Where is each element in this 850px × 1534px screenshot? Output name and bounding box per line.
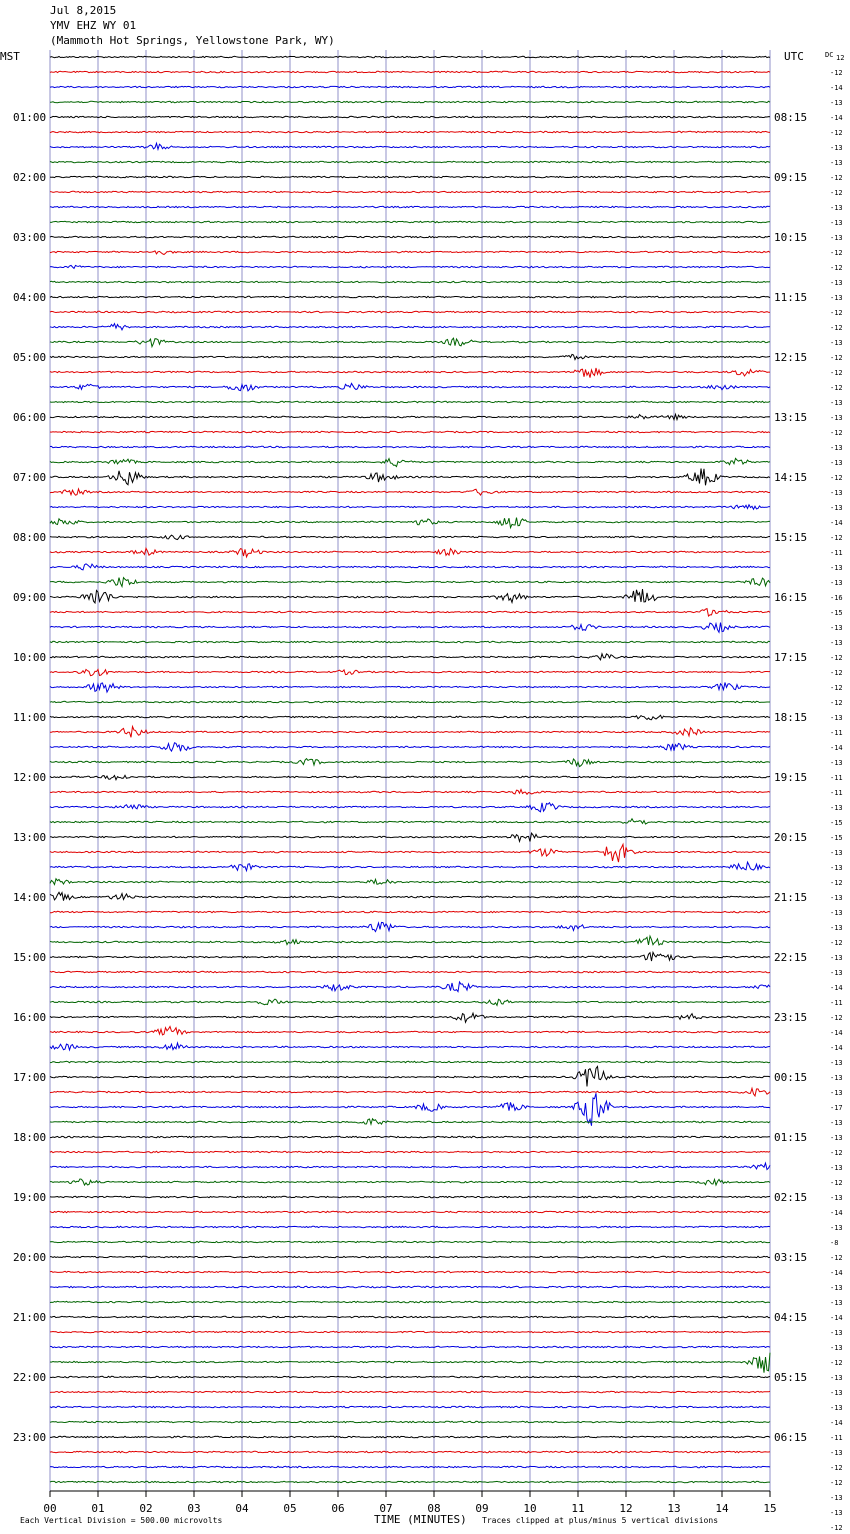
- trace-82: [50, 1286, 770, 1287]
- trace-88: [50, 1376, 770, 1377]
- dc-offset-label: -13: [830, 459, 843, 467]
- dc-offset-label: -12: [830, 699, 843, 707]
- trace-20: [50, 354, 770, 359]
- trace-24: [50, 414, 770, 419]
- dc-offset-label: -12: [830, 249, 843, 257]
- trace-1: [50, 71, 770, 72]
- right-hour-label: 15:15: [774, 531, 808, 544]
- right-hour-label: 17:15: [774, 651, 808, 664]
- right-hour-label: 20:15: [774, 831, 808, 844]
- x-tick-label: 05: [283, 1502, 297, 1515]
- dc-offset-label: -12: [830, 1464, 843, 1472]
- dc-offset-label: -13: [830, 234, 843, 242]
- dc-offset-label: -12: [830, 384, 843, 392]
- dc-offset-label: -12: [830, 324, 843, 332]
- dc-offset-label: -12: [830, 189, 843, 197]
- left-hour-label: 02:00: [13, 171, 47, 184]
- x-tick-label: 07: [379, 1502, 393, 1515]
- dc-offset-label: -12: [830, 1014, 843, 1022]
- left-hour-label: 13:00: [13, 831, 47, 844]
- dc-offset-label: -12: [830, 1524, 843, 1532]
- dc-label: DC: [825, 51, 834, 59]
- trace-62: [50, 982, 770, 992]
- x-tick-label: 13: [667, 1502, 681, 1515]
- trace-68: [50, 1066, 770, 1086]
- trace-84: [50, 1316, 770, 1317]
- trace-44: [50, 715, 770, 720]
- dc-offset-label: -12: [830, 369, 843, 377]
- trace-26: [50, 446, 770, 447]
- dc-offset-label: -13: [830, 1449, 843, 1457]
- trace-14: [50, 265, 770, 268]
- dc-offset-label: -13: [830, 159, 843, 167]
- trace-8: [50, 176, 770, 177]
- trace-15: [50, 281, 770, 282]
- right-hour-label: 04:15: [774, 1311, 808, 1324]
- dc-offset-label: -12: [830, 1254, 843, 1262]
- left-hour-label: 11:00: [13, 711, 47, 724]
- trace-75: [50, 1179, 770, 1185]
- trace-51: [50, 819, 770, 824]
- trace-94: [50, 1466, 770, 1467]
- dc-offset-label: -14: [830, 1209, 843, 1217]
- clip-note: Traces clipped at plus/minus 5 vertical divisions: [482, 1516, 719, 1525]
- dc-offset-label: -13: [830, 1509, 843, 1517]
- dc-offset-label: -11: [830, 999, 843, 1007]
- dc-offset-label: -13: [830, 1344, 843, 1352]
- dc-offset-label: -13: [830, 1494, 843, 1502]
- trace-4: [50, 116, 770, 117]
- dc-offset-label: -12: [830, 309, 843, 317]
- dc-offset-label: -14: [830, 1314, 843, 1322]
- trace-50: [50, 803, 770, 812]
- dc-offset-label: -11: [830, 549, 843, 557]
- left-hour-label: 23:00: [13, 1431, 47, 1444]
- trace-70: [50, 1093, 770, 1125]
- right-hour-label: 05:15: [774, 1371, 808, 1384]
- trace-64: [50, 1013, 770, 1022]
- trace-86: [50, 1346, 770, 1347]
- dc-offset-label: -13: [830, 1374, 843, 1382]
- trace-80: [50, 1256, 770, 1257]
- x-tick-label: 02: [139, 1502, 153, 1515]
- dc-offset-label: -13: [830, 924, 843, 932]
- trace-45: [50, 727, 770, 738]
- trace-55: [50, 879, 770, 885]
- dc-offset-label: -13: [830, 1404, 843, 1412]
- header-date: Jul 8,2015: [50, 4, 117, 17]
- x-tick-label: 04: [235, 1502, 249, 1515]
- trace-33: [50, 548, 770, 557]
- trace-2: [50, 86, 770, 87]
- trace-12: [50, 236, 770, 237]
- trace-35: [50, 578, 770, 587]
- right-hour-label: 11:15: [774, 291, 808, 304]
- trace-56: [50, 892, 770, 900]
- dc-offset-label: -13: [830, 624, 843, 632]
- left-hour-label: 19:00: [13, 1191, 47, 1204]
- dc-offset-label: -13: [830, 399, 843, 407]
- dc-offset-label: -13: [830, 909, 843, 917]
- right-hour-label: 00:15: [774, 1071, 808, 1084]
- trace-38: [50, 623, 770, 633]
- trace-93: [50, 1451, 770, 1452]
- trace-16: [50, 296, 770, 297]
- dc-offset-label: -13: [830, 414, 843, 422]
- dc-offset-label: -13: [830, 1284, 843, 1292]
- trace-6: [50, 143, 770, 149]
- trace-46: [50, 743, 770, 752]
- trace-83: [50, 1301, 770, 1302]
- scale-note: Each Vertical Division = 500.00 microvolts: [20, 1516, 223, 1525]
- left-hour-label: 20:00: [13, 1251, 47, 1264]
- trace-lines: [50, 56, 770, 1482]
- dc-offset-label: -14: [830, 1029, 843, 1037]
- trace-95: [50, 1481, 770, 1482]
- dc-offset-label: -13: [830, 204, 843, 212]
- trace-90: [50, 1406, 770, 1407]
- left-hour-label: 01:00: [13, 111, 47, 124]
- dc-offset-label: -13: [830, 579, 843, 587]
- trace-9: [50, 191, 770, 192]
- dc-offset-label: -12: [830, 354, 843, 362]
- dc-offset-label: -13: [830, 504, 843, 512]
- trace-7: [50, 161, 770, 162]
- dc-offset-label: -13: [830, 1194, 843, 1202]
- dc-offset-label: -13: [830, 144, 843, 152]
- dc-offset-label: -13: [830, 489, 843, 497]
- header-location: (Mammoth Hot Springs, Yellowstone Park, WY): [50, 34, 335, 47]
- right-hour-label: 01:15: [774, 1131, 808, 1144]
- dc-offset-label: -14: [830, 984, 843, 992]
- dc-offset-label: -13: [830, 564, 843, 572]
- trace-31: [50, 518, 770, 528]
- dc-offset-label: -14: [830, 84, 843, 92]
- left-hour-label: 12:00: [13, 771, 47, 784]
- x-tick-label: 12: [619, 1502, 633, 1515]
- trace-11: [50, 221, 770, 222]
- dc-offset-label: -12: [830, 1479, 843, 1487]
- dc-offset-label: -13: [830, 99, 843, 107]
- trace-52: [50, 833, 770, 841]
- left-hour-label: 05:00: [13, 351, 47, 364]
- trace-63: [50, 999, 770, 1005]
- dc-offset-label: -13: [830, 1164, 843, 1172]
- left-hour-label: 03:00: [13, 231, 47, 244]
- dc-offset-label: -12: [830, 429, 843, 437]
- dc-offset-label: -13: [830, 1299, 843, 1307]
- trace-89: [50, 1391, 770, 1392]
- dc-offset-label: -13: [830, 1089, 843, 1097]
- left-hour-label: 04:00: [13, 291, 47, 304]
- trace-48: [50, 775, 770, 779]
- trace-58: [50, 922, 770, 931]
- left-hour-label: 17:00: [13, 1071, 47, 1084]
- trace-69: [50, 1088, 770, 1096]
- x-tick-label: 11: [571, 1502, 585, 1515]
- x-axis-ticks: [43, 1491, 776, 1515]
- left-hour-label: 22:00: [13, 1371, 47, 1384]
- trace-76: [50, 1196, 770, 1197]
- trace-49: [50, 790, 770, 795]
- trace-40: [50, 654, 770, 660]
- left-hour-label: 15:00: [13, 951, 47, 964]
- trace-41: [50, 669, 770, 675]
- left-hour-label: 08:00: [13, 531, 47, 544]
- dc-offset-label: 12: [836, 54, 845, 62]
- right-hour-label: 08:15: [774, 111, 808, 124]
- x-tick-label: 15: [763, 1502, 777, 1515]
- trace-77: [50, 1211, 770, 1212]
- trace-67: [50, 1061, 770, 1062]
- dc-offset-label: -12: [830, 684, 843, 692]
- dc-offset-label: -13: [830, 714, 843, 722]
- dc-offset-label: -13: [830, 1224, 843, 1232]
- trace-32: [50, 535, 770, 539]
- x-tick-label: 03: [187, 1502, 201, 1515]
- x-tick-label: 08: [427, 1502, 441, 1515]
- dc-offset-label: -13: [830, 954, 843, 962]
- right-hour-label: 22:15: [774, 951, 808, 964]
- right-hour-label: 14:15: [774, 471, 808, 484]
- trace-39: [50, 641, 770, 642]
- trace-10: [50, 206, 770, 207]
- trace-36: [50, 589, 770, 603]
- right-hour-label: 13:15: [774, 411, 808, 424]
- right-hour-label: 02:15: [774, 1191, 808, 1204]
- x-tick-label: 01: [91, 1502, 105, 1515]
- dc-offset-label: -14: [830, 744, 843, 752]
- trace-42: [50, 683, 770, 693]
- dc-offset-label: -13: [830, 1119, 843, 1127]
- dc-offset-label: -15: [830, 819, 843, 827]
- dc-offset-label: -13: [830, 849, 843, 857]
- left-hour-label: 14:00: [13, 891, 47, 904]
- dc-offset-label: -12: [830, 69, 843, 77]
- dc-offset-label: -14: [830, 1269, 843, 1277]
- trace-22: [50, 383, 770, 391]
- trace-59: [50, 936, 770, 945]
- trace-13: [50, 251, 770, 255]
- dc-offset-label: -13: [830, 1134, 843, 1142]
- dc-offset-label: -12: [830, 669, 843, 677]
- trace-18: [50, 324, 770, 330]
- trace-54: [50, 862, 770, 871]
- trace-91: [50, 1421, 770, 1422]
- dc-offset-label: -17: [830, 1104, 843, 1112]
- trace-17: [50, 311, 770, 312]
- dc-offset-label: -13: [830, 804, 843, 812]
- trace-30: [50, 505, 770, 510]
- x-tick-label: 00: [43, 1502, 57, 1515]
- dc-offset-label: -14: [830, 519, 843, 527]
- left-hour-label: 06:00: [13, 411, 47, 424]
- dc-offset-label: -13: [830, 1059, 843, 1067]
- left-hour-label: 10:00: [13, 651, 47, 664]
- dc-offset-label: -13: [830, 1389, 843, 1397]
- dc-offset-label: -13: [830, 864, 843, 872]
- trace-71: [50, 1119, 770, 1124]
- right-hour-label: 09:15: [774, 171, 808, 184]
- x-tick-label: 06: [331, 1502, 345, 1515]
- dc-offset-label: -12: [830, 879, 843, 887]
- trace-61: [50, 971, 770, 972]
- dc-offset-label: -12: [830, 1359, 843, 1367]
- trace-57: [50, 911, 770, 912]
- trace-28: [50, 469, 770, 486]
- dc-offset-label: -13: [830, 1329, 843, 1337]
- left-hour-label: 21:00: [13, 1311, 47, 1324]
- dc-offset-label: -12: [830, 264, 843, 272]
- x-tick-label: 10: [523, 1502, 537, 1515]
- left-hour-labels: [13, 111, 46, 1444]
- trace-34: [50, 564, 770, 570]
- dc-offset-label: -12: [830, 1149, 843, 1157]
- dc-offset-label: -11: [830, 1434, 843, 1442]
- dc-offset-label: -12: [830, 534, 843, 542]
- trace-27: [50, 458, 770, 466]
- trace-74: [50, 1163, 770, 1169]
- right-hour-label: 18:15: [774, 711, 808, 724]
- trace-53: [50, 844, 770, 862]
- dc-offset-label: -16: [830, 594, 843, 602]
- trace-78: [50, 1226, 770, 1227]
- dc-offset-label: -13: [830, 339, 843, 347]
- dc-offset-label: -13: [830, 639, 843, 647]
- dc-offset-label: -12: [830, 939, 843, 947]
- left-timezone-label: MST: [0, 50, 20, 63]
- right-hour-label: 19:15: [774, 771, 808, 784]
- dc-offset-label: -13: [830, 279, 843, 287]
- dc-offset-label: -12: [830, 174, 843, 182]
- right-timezone-label: UTC: [784, 50, 804, 63]
- left-hour-label: 18:00: [13, 1131, 47, 1144]
- dc-offset-label: -12: [830, 1179, 843, 1187]
- left-hour-label: 07:00: [13, 471, 47, 484]
- right-hour-label: 12:15: [774, 351, 808, 364]
- dc-offset-label: -14: [830, 1419, 843, 1427]
- trace-47: [50, 759, 770, 767]
- left-hour-label: 09:00: [13, 591, 47, 604]
- dc-offset-labels: [830, 54, 844, 1534]
- dc-offset-label: -13: [830, 219, 843, 227]
- header-station: YMV EHZ WY 01: [50, 19, 137, 32]
- dc-offset-label: -11: [830, 789, 843, 797]
- dc-offset-label: -13: [830, 894, 843, 902]
- trace-19: [50, 338, 770, 346]
- right-hour-label: 16:15: [774, 591, 808, 604]
- trace-23: [50, 401, 770, 402]
- dc-offset-label: -13: [830, 969, 843, 977]
- right-hour-label: 23:15: [774, 1011, 808, 1024]
- trace-72: [50, 1136, 770, 1137]
- trace-65: [50, 1027, 770, 1035]
- dc-offset-label: -14: [830, 114, 843, 122]
- right-hour-label: 03:15: [774, 1251, 808, 1264]
- trace-5: [50, 131, 770, 132]
- trace-37: [50, 609, 770, 617]
- trace-87: [50, 1353, 770, 1373]
- dc-offset-label: -12: [830, 129, 843, 137]
- dc-offset-label: -14: [830, 1044, 843, 1052]
- trace-79: [50, 1241, 770, 1242]
- right-hour-label: 06:15: [774, 1431, 808, 1444]
- trace-25: [50, 431, 770, 432]
- trace-66: [50, 1043, 770, 1050]
- left-hour-label: 16:00: [13, 1011, 47, 1024]
- right-hour-label: 21:15: [774, 891, 808, 904]
- dc-offset-label: -11: [830, 774, 843, 782]
- x-axis-title: TIME (MINUTES): [374, 1513, 467, 1526]
- right-hour-label: 10:15: [774, 231, 808, 244]
- x-tick-label: 14: [715, 1502, 729, 1515]
- trace-29: [50, 489, 770, 495]
- trace-60: [50, 952, 770, 961]
- dc-offset-label: -13: [830, 294, 843, 302]
- dc-offset-label: -12: [830, 474, 843, 482]
- dc-offset-label: -13: [830, 759, 843, 767]
- trace-73: [50, 1151, 770, 1152]
- trace-43: [50, 701, 770, 702]
- trace-21: [50, 368, 770, 378]
- dc-offset-label: -12: [830, 654, 843, 662]
- dc-offset-label: -8: [830, 1239, 839, 1247]
- trace-3: [50, 101, 770, 102]
- x-tick-label: 09: [475, 1502, 489, 1515]
- trace-85: [50, 1331, 770, 1332]
- trace-0: [50, 56, 770, 57]
- trace-81: [50, 1271, 770, 1272]
- dc-offset-label: -15: [830, 834, 843, 842]
- right-hour-labels: [774, 111, 807, 1444]
- dc-offset-label: -15: [830, 609, 843, 617]
- trace-92: [50, 1436, 770, 1437]
- dc-offset-label: -11: [830, 729, 843, 737]
- dc-offset-label: -13: [830, 1074, 843, 1082]
- dc-offset-label: -13: [830, 444, 843, 452]
